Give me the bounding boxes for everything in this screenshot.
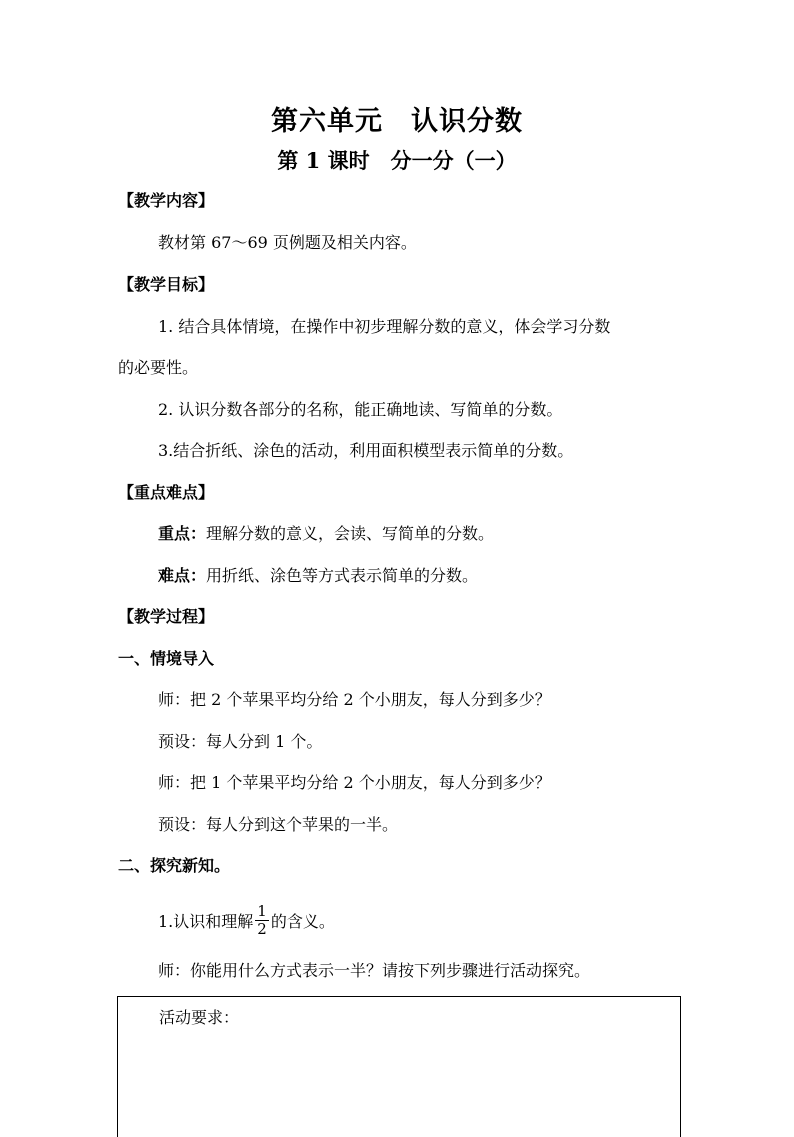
heading-teaching-process: 【教学过程】: [118, 607, 215, 626]
difficult-point-text: 用折纸、涂色等方式表示简单的分数。: [206, 566, 479, 585]
dialogue-3: 师：把 1 个苹果平均分给 2 个小朋友，每人分到多少？: [158, 773, 551, 792]
goal-1-line-1: 1. 结合具体情境，在操作中初步理解分数的意义，体会学习分数: [158, 317, 611, 336]
difficult-point-label: 难点：: [158, 566, 207, 585]
part-1-heading: 一、情境导入: [118, 649, 215, 668]
dialogue-4: 预设：每人分到这个苹果的一半。: [158, 815, 399, 834]
page-title: 第六单元 认识分数: [271, 106, 523, 137]
dialogue-2: 预设：每人分到 1 个。: [158, 732, 323, 751]
dialogue-5: 师：你能用什么方式表示一半？请按下列步骤进行活动探究。: [158, 961, 591, 980]
part-2-heading: 二、探究新知。: [118, 856, 231, 875]
item-1-line: [158, 902, 335, 942]
item-1-prefix: 1.认识和理解: [158, 912, 254, 931]
key-point-label: 重点：: [158, 524, 207, 543]
difficult-point: [158, 566, 478, 586]
fraction-denominator: 2: [257, 920, 267, 938]
goal-3: 3.结合折纸、涂色的活动，利用面积模型表示简单的分数。: [158, 441, 574, 460]
dialogue-1: 师：把 2 个苹果平均分给 2 个小朋友，每人分到多少？: [158, 690, 551, 709]
goal-1-line-2: 的必要性。: [118, 358, 199, 377]
key-point-text: 理解分数的意义，会读、写简单的分数。: [206, 524, 495, 543]
goal-2: 2. 认识分数各部分的名称，能正确地读、写简单的分数。: [158, 400, 563, 419]
fraction-numerator: 1: [257, 902, 267, 920]
fraction-one-half: [255, 903, 269, 938]
item-1-suffix: 的含义。: [270, 912, 335, 931]
heading-key-difficult: 【重点难点】: [118, 483, 215, 502]
activity-label: 活动要求：: [159, 1008, 240, 1027]
activity-box: [117, 996, 681, 1137]
teaching-content-text: 教材第 67～69 页例题及相关内容。: [158, 233, 417, 252]
heading-teaching-goals: 【教学目标】: [118, 275, 215, 294]
lesson-subtitle: 第 1 课时 分一分（一）: [277, 148, 517, 173]
heading-teaching-content: 【教学内容】: [118, 191, 215, 210]
key-point: [158, 524, 494, 544]
